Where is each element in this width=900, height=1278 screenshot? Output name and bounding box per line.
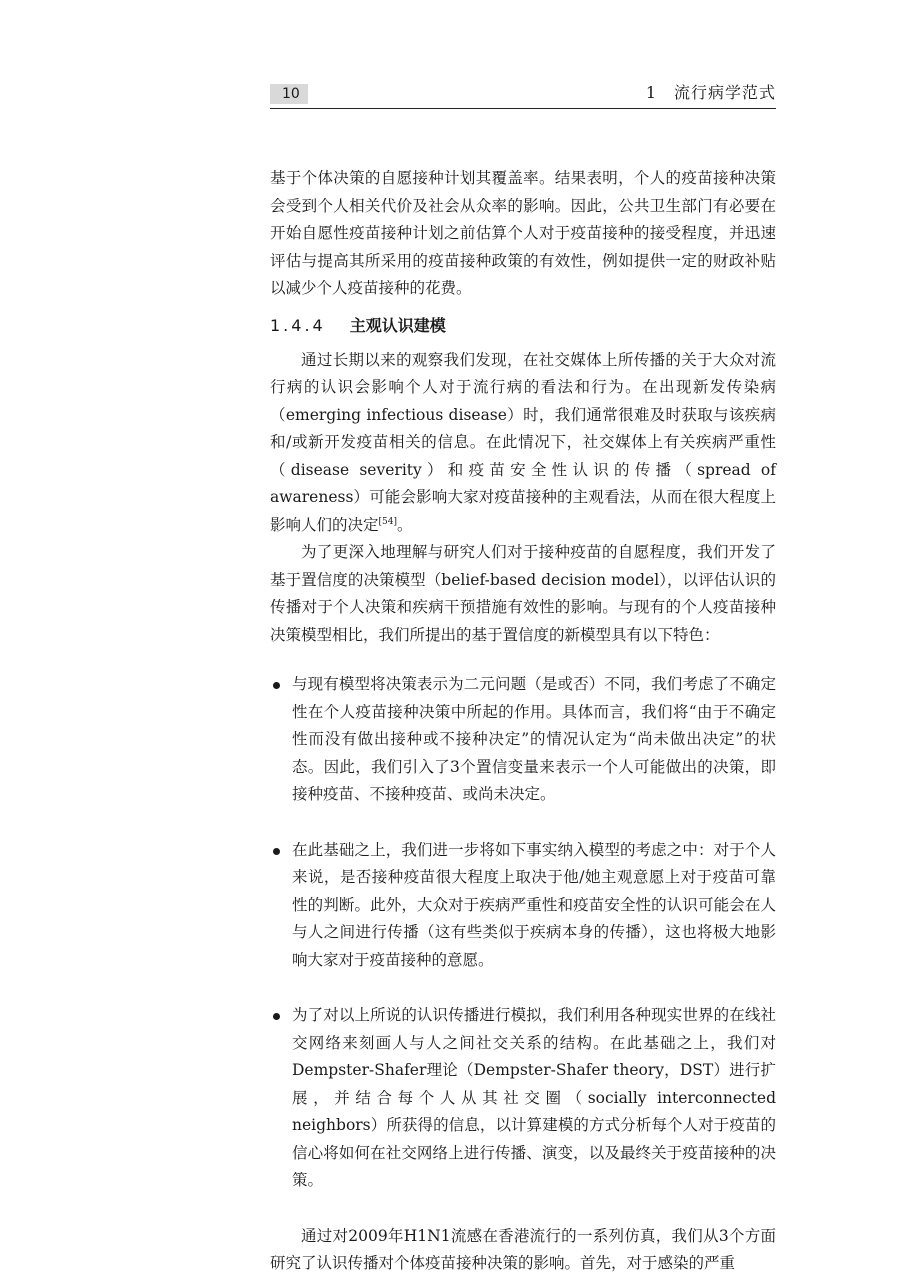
section-number: 1.4.4 xyxy=(270,315,326,335)
list-item-text: 与现有模型将决策表示为二元问题（是或否）不同，我们考虑了不确定性在个人疫苗接种决策中所起的作用。具体而言，我们将“由于不确定性而没有做出接种或不接种决定”的情况认定为“尚未做出决定”的状态。因此，我们引入了3个置信变量来表示一个人可能做出的决策，即接种疫苗、不接种疫苗、或尚未决定。 xyxy=(292,675,776,803)
paragraph-2 xyxy=(270,347,776,540)
page-number: 10 xyxy=(270,84,308,104)
feature-list xyxy=(270,671,776,1195)
list-item xyxy=(270,1002,776,1195)
list-item xyxy=(270,837,776,975)
bullet-icon xyxy=(273,682,280,689)
bullet-icon xyxy=(273,848,280,855)
list-item xyxy=(270,671,776,809)
paragraph-4: 通过对2009年H1N1流感在香港流行的一系列仿真，我们从3个方面研究了认识传播对个体疫苗接种决策的影响。首先，对于感染的严重 xyxy=(270,1226,776,1272)
paragraph-2-text: 通过长期以来的观察我们发现，在社交媒体上所传播的关于大众对流行病的认识会影响个人对于流行病的看法和行为。在出现新发传染病（emerging infectious disease）时，我们通常很难及时获取与该疾病和/或新开发疫苗相关的信息。在此情况下，社交媒体上有关疾病严重性（disease severity）和疫苗安全性认识的传播（spread of awareness）可能会影响大家对疫苗接种的主观看法，从而在很大程度上影响人们的决定 xyxy=(270,350,776,534)
paragraph-2-end: 。 xyxy=(397,515,413,534)
chapter-title: 1 流行病学范式 xyxy=(645,83,776,102)
body-text xyxy=(270,165,776,1278)
paragraph-1: 基于个体决策的自愿接种计划其覆盖率。结果表明，个人的疫苗接种决策会受到个人相关代价及社会从众率的影响。因此，公共卫生部门有必要在开始自愿性疫苗接种计划之前估算个人对于疫苗接种的接受程度，并迅速评估与提高其所采用的疫苗接种政策的有效性，例如提供一定的财政补贴以减少个人疫苗接种的花费。 xyxy=(270,169,776,297)
book-page xyxy=(270,80,776,1278)
running-header xyxy=(270,80,776,109)
citation-ref: [54] xyxy=(378,516,397,527)
section-title: 主观认识建模 xyxy=(349,315,446,335)
section-heading xyxy=(270,313,776,339)
list-item-text: 为了对以上所说的认识传播进行模拟，我们利用各种现实世界的在线社交网络来刻画人与人之间社交关系的结构。在此基础之上，我们对Dempster-Shafer理论（Dempster-Shafer theory，DST）进行扩展，并结合每个人从其社交圈（socially interconnected neighbors）所获得的信息，以计算建模的方式分析每个人对于疫苗的信心将如何在社交网络上进行传播、演变，以及最终关于疫苗接种的决策。 xyxy=(292,1006,776,1189)
list-item-text: 在此基础之上，我们进一步将如下事实纳入模型的考虑之中：对于个人来说，是否接种疫苗很大程度上取决于他/她主观意愿上对于疫苗可靠性的判断。此外，大众对于疾病严重性和疫苗安全性的认识可能会在人与人之间进行传播（这有些类似于疾病本身的传播），这也将极大地影响大家对于疫苗接种的意愿。 xyxy=(292,840,776,969)
bullet-icon xyxy=(273,1013,280,1020)
paragraph-3: 为了更深入地理解与研究人们对于接种疫苗的自愿程度，我们开发了基于置信度的决策模型（belief-based decision model），以评估认识的传播对于个人决策和疾病干预措施有效性的影响。与现有的个人疫苗接种决策模型相比，我们所提出的基于置信度的新模型具有以下特色： xyxy=(270,543,776,644)
